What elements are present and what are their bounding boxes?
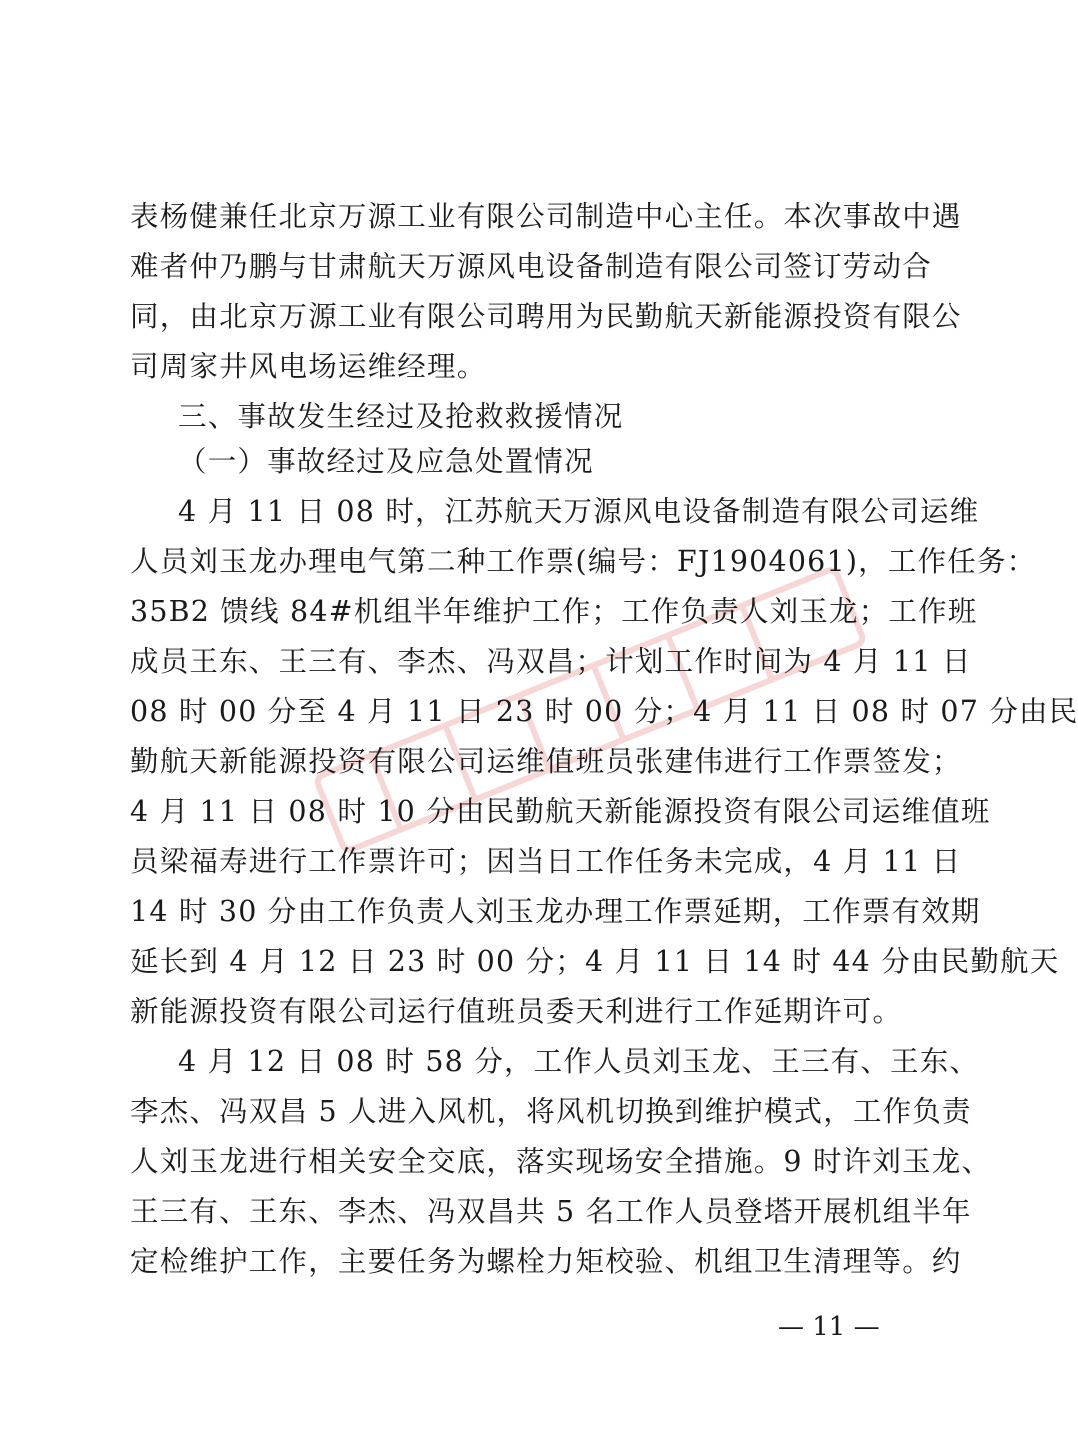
paragraph-line: 成员王东、王三有、李杰、冯双昌；计划工作时间为 4 月 11 日 xyxy=(130,645,972,678)
paragraph-line: 李杰、冯双昌 5 人进入风机，将风机切换到维护模式，工作负责 xyxy=(130,1095,972,1128)
paragraph-line: 4 月 12 日 08 时 58 分，工作人员刘玉龙、王三有、王东、 xyxy=(178,1045,980,1078)
paragraph-line: 4 月 11 日 08 时，江苏航天万源风电设备制造有限公司运维 xyxy=(178,495,980,528)
paragraph-line: 35B2 馈线 84#机组半年维护工作；工作负责人刘玉龙；工作班 xyxy=(130,595,978,628)
page-number: — 11 — xyxy=(778,1312,880,1342)
paragraph-line: 4 月 11 日 08 时 10 分由民勤航天新能源投资有限公司运维值班 xyxy=(130,795,991,828)
paragraph-line: 同，由北京万源工业有限公司聘用为民勤航天新能源投资有限公 xyxy=(130,300,962,333)
paragraph-line: 定检维护工作，主要任务为螺栓力矩校验、机组卫生清理等。约 xyxy=(130,1245,962,1278)
paragraph-line: 14 时 30 分由工作负责人刘玉龙办理工作票延期，工作票有效期 xyxy=(130,895,981,928)
paragraph-line: 新能源投资有限公司运行值班员委天利进行工作延期许可。 xyxy=(130,995,903,1028)
paragraph-line: 员梁福寿进行工作票许可；因当日工作任务未完成，4 月 11 日 xyxy=(130,845,962,878)
paragraph-line: 人刘玉龙进行相关安全交底，落实现场安全措施。9 时许刘玉龙、 xyxy=(130,1145,992,1178)
section-heading: 三、事故发生经过及抢救救援情况 xyxy=(178,400,624,433)
paragraph-line: 难者仲乃鹏与甘肃航天万源风电设备制造有限公司签订劳动合 xyxy=(130,250,932,283)
paragraph-line: 人员刘玉龙办理电气第二种工作票(编号：FJ1904061)，工作任务： xyxy=(130,545,1037,578)
paragraph-line: 司周家井风电场运维经理。 xyxy=(130,350,487,383)
paragraph-line: 表杨健兼任北京万源工业有限公司制造中心主任。本次事故中遇 xyxy=(130,200,962,233)
paragraph-line: 08 时 00 分至 4 月 11 日 23 时 00 分；4 月 11 日 08 时 07 分由民 xyxy=(130,695,1078,728)
paragraph-line: 勤航天新能源投资有限公司运维值班员张建伟进行工作票签发； xyxy=(130,745,962,778)
paragraph-line: 王三有、王东、李杰、冯双昌共 5 名工作人员登塔开展机组半年 xyxy=(130,1195,972,1228)
paragraph-line: 延长到 4 月 12 日 23 时 00 分；4 月 11 日 14 时 44 分由民勤航天 xyxy=(130,945,1060,978)
subsection-heading: （一）事故经过及应急处置情况 xyxy=(178,445,594,478)
